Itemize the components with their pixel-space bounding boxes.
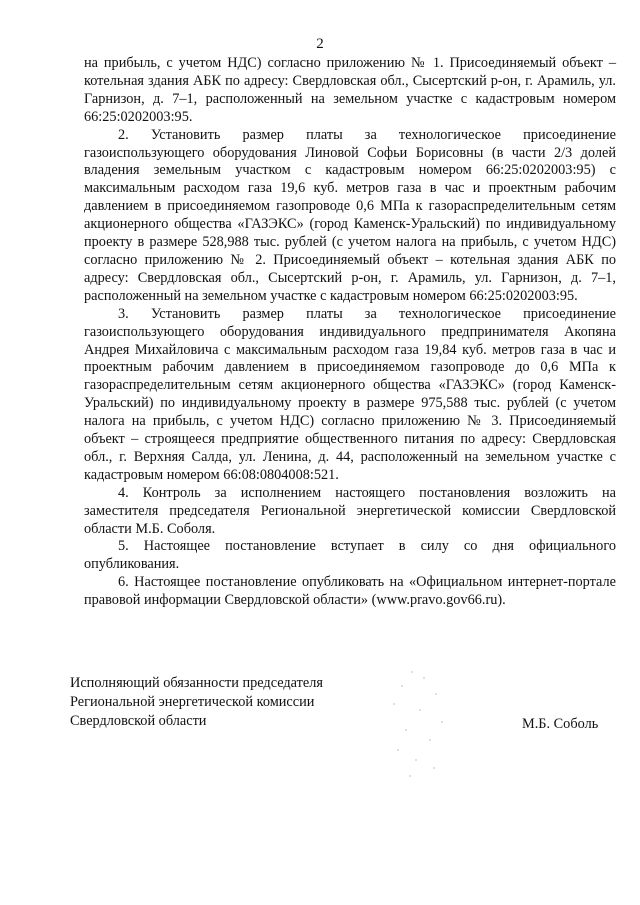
- signatory-name: М.Б. Соболь: [522, 716, 599, 732]
- signatory-title-line-2: Региональной энергетической комиссии: [70, 694, 315, 710]
- paragraph-item-5: 5. Настоящее постановление вступает в силу со дня официального опубликования.: [84, 538, 616, 573]
- document-body: [84, 55, 616, 610]
- paragraph-continuation: на прибыль, с учетом НДС) согласно приложению № 1. Присоединяемый объект – котельная здания АБК по адресу: Свердловская обл., Сысертский р-он, г. Арамиль, ул. Гарнизон, д. 7–1, расположенный на земельном участке с кадастровым номером 66:25:0202003:95.: [84, 55, 616, 125]
- paragraph-item-6: 6. Настоящее постановление опубликовать на «Официальном интернет-портале правовой информации Свердловской области» (www.pravo.gov66.ru).: [84, 574, 616, 609]
- signatory-title-line-1: Исполняющий обязанности председателя: [70, 675, 323, 691]
- page-number: 2: [316, 36, 324, 52]
- paragraph-item-2: 2. Установить размер платы за технологическое присоединение газоиспользующего оборудования Линовой Софьи Борисовны (в части 2/3 долей владения земельным участком с кадастровым номером 66:25:0202003:95) с максимальным расходом газа 19,6 куб. метров газа в час и проектным рабочим давлением в присоединяемом газопроводе 0,6 МПа к газораспределительным сетям акционерного общества «ГАЗЭКС» (город Каменск-Уральский) по индивидуальному проекту в размере 528,988 тыс. рублей (с учетом налога на прибыль, с учетом НДС) согласно приложению № 2. Присоединяемый объект – котельная здания АБК по адресу: Свердловская обл., Сысертский р-он, г. Арамиль, ул. Гарнизон, д. 7–1, расположенный на земельном участке с кадастровым номером 66:25:0202003:95.: [84, 126, 616, 304]
- paragraph-item-4: 4. Контроль за исполнением настоящего постановления возложить на заместителя председателя Региональной энергетической комиссии Свердловской области М.Б. Соболя.: [84, 484, 616, 537]
- paragraph-item-3: 3. Установить размер платы за технологическое присоединение газоиспользующего оборудования индивидуального предпринимателя Акопяна Андрея Михайловича с максимальным расходом газа 19,84 куб. метров газа в час и проектным рабочим давлением в присоединяемом газопроводе до 0,6 МПа к газораспределительным сетям акционерного общества «ГАЗЭКС» (город Каменск-Уральский) по индивидуальному проекту в размере 975,588 тыс. рублей (с учетом налога на прибыль, с учетом НДС) согласно приложению № 3. Присоединяемый объект – строящееся предприятие общественного питания по адресу: Свердловская обл., г. Верхняя Салда, ул. Ленина, д. 44, расположенный на земельном участке с кадастровым номером 66:08:0804008:521.: [84, 305, 616, 483]
- signatory-title-line-3: Свердловской области: [70, 713, 207, 729]
